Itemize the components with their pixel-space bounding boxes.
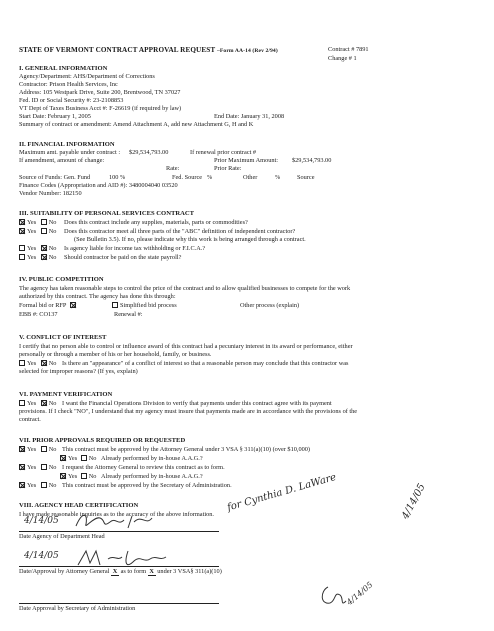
section-payment-heading: VI. PAYMENT VERIFICATION xyxy=(19,391,113,398)
formal-bid-label: Formal bid or RFP xyxy=(19,302,67,309)
conflict-question-text: Is there an "appearance" of a conflict of interest so that a reasonable person may conclude that this contractor was xyxy=(62,360,349,367)
yes-label: Yes xyxy=(27,464,37,471)
checkbox-no-review-inhouse[interactable] xyxy=(81,473,87,479)
q4-text: Should contractor be paid on the state payroll? xyxy=(64,254,182,261)
approval-q3-text: This contract must be approved by the Secretary of Administration. xyxy=(62,482,232,489)
no-label: No xyxy=(48,254,57,261)
change-number: Change # 1 xyxy=(328,55,357,62)
checkbox-simplified-bid[interactable] xyxy=(112,302,118,308)
q3-text: Is agency liable for income tax withholding or F.I.C.A.? xyxy=(64,245,206,252)
yes-label: Yes xyxy=(27,228,37,235)
no-label: No xyxy=(48,360,57,367)
q1-text: Does this contract include any supplies, materials, parts or commodities? xyxy=(64,219,248,226)
contractor-field: Contractor: Prison Health Services, Inc xyxy=(19,81,118,88)
fed-source-percent: % xyxy=(207,174,213,181)
other-source-label: Other xyxy=(243,174,258,181)
yes-label: Yes xyxy=(27,360,37,367)
conflict-question xyxy=(19,360,349,367)
checkbox-no-q4[interactable] xyxy=(41,254,47,260)
conflict-text-4: selected for improper reasons? (If yes, explain) xyxy=(19,368,138,375)
suitability-q4 xyxy=(19,254,181,261)
section-certification-heading: VIII. AGENCY HEAD CERTIFICATION xyxy=(19,502,139,509)
approval-q2-sub xyxy=(60,473,203,480)
checkbox-no-secretary[interactable] xyxy=(41,482,47,488)
checkbox-no-conflict[interactable] xyxy=(41,360,47,366)
checkbox-no-q2[interactable] xyxy=(41,228,47,234)
start-date-field: Start Date: February 1, 2005 xyxy=(19,113,91,120)
suitability-q2-note: (See Bulletin 3.5). If no, please indicate why this work is being arranged through a contract. xyxy=(74,236,306,243)
attorney-general-signature-label xyxy=(19,568,222,576)
yes-label: Yes xyxy=(27,245,37,252)
checkbox-yes-ag-review[interactable] xyxy=(19,464,25,470)
no-label: No xyxy=(48,464,57,471)
certification-text: I have made reasonable inquiries as to the accuracy of the above information. xyxy=(19,511,214,518)
fed-source-label: Fed. Source xyxy=(172,174,203,181)
section-conflict-heading: V. CONFLICT OF INTEREST xyxy=(19,334,107,341)
contract-number: Contract # 7891 xyxy=(328,46,369,53)
no-label: No xyxy=(48,400,57,407)
agency-head-date: 4/14/05 xyxy=(24,516,59,526)
competition-options xyxy=(19,302,78,309)
checkbox-yes-q1[interactable] xyxy=(19,219,25,225)
other-process-label: Other process (explain) xyxy=(240,302,300,309)
agency-head-signature-line xyxy=(19,531,219,532)
checkbox-no-ag-inhouse[interactable] xyxy=(81,455,87,461)
approval-q1-sub xyxy=(60,455,203,462)
form-reference: –Form AA-14 (Rev 2/94) xyxy=(217,48,278,54)
attorney-general-date: 4/14/05 xyxy=(24,551,59,561)
no-label: No xyxy=(48,446,57,453)
checkbox-yes-q2[interactable] xyxy=(19,228,25,234)
section-financial-heading: II. FINANCIAL INFORMATION xyxy=(19,141,115,148)
yes-label: Yes xyxy=(27,446,37,453)
amendment-label: If amendment, amount of change: xyxy=(19,157,105,164)
conflict-text-1: I certify that no person able to control or influence award of this contract had a pecuniary interest in its award or performance, either xyxy=(19,343,353,350)
ag-label-b: as to form xyxy=(120,568,147,575)
handwritten-margin-date: 4/14/05 xyxy=(400,481,428,522)
yes-label: Yes xyxy=(27,400,37,407)
checkbox-yes-ag-approval[interactable] xyxy=(19,446,25,452)
checkbox-no-ag-approval[interactable] xyxy=(41,446,47,452)
secretary-signature-line xyxy=(19,603,219,604)
form-title xyxy=(19,46,278,55)
vendor-number-field: Vendor Number: 182150 xyxy=(19,190,82,197)
agency-head-signature-label: Date Agency of Department Head xyxy=(19,533,105,540)
statute-check[interactable]: X xyxy=(149,568,154,575)
checkbox-yes-secretary[interactable] xyxy=(19,482,25,488)
vt-tax-field: VT Dept of Taxes Business Acct #: F-26619 (if required by law) xyxy=(19,105,182,112)
suitability-q3 xyxy=(19,245,205,252)
address-field: Address: 105 Westpark Drive, Suite 200, Brentwood, TN 37027 xyxy=(19,89,181,96)
handwritten-for-note: for Cynthia D. LaWare xyxy=(226,471,338,514)
simplified-bid-label: Simplified bid process xyxy=(120,302,177,309)
finance-codes-field: Finance Codes (Appropriation and AID #): 3480004040 03520 xyxy=(19,182,178,189)
conflict-text-2: personally or through a member of his or her household, family, or business. xyxy=(19,351,212,358)
max-amount-label: Maximum amt. payable under contract : xyxy=(19,149,121,156)
suitability-q1 xyxy=(19,219,248,226)
end-date-field: End Date: January 31, 2008 xyxy=(214,113,285,120)
payment-text-3: contract. xyxy=(19,416,41,423)
approval-q1-text: This contract must be approved by the Attorney General under 3 VSA § 311(a)(10) (over $10,000) xyxy=(62,446,310,453)
agency-head-signature xyxy=(72,508,192,532)
renewal-number: Renewal #: xyxy=(114,311,143,318)
funds-label: Source of Funds: Gen. Fund xyxy=(19,174,91,181)
approval-q2 xyxy=(19,464,225,471)
ag-label-c: under 3 VSA§ 311(a)(10) xyxy=(157,568,222,575)
approval-q2-text: I request the Attorney General to review this contract as to form. xyxy=(62,464,225,471)
agency-field: Agency/Department: AHS/Department of Corrections xyxy=(19,73,155,80)
checkbox-yes-q3[interactable] xyxy=(19,245,25,251)
prior-rate-label: Prior Rate: xyxy=(214,165,242,172)
yes-label: Yes xyxy=(27,482,37,489)
approval-q2-sub-text: Already performed by in-house A.A.G.? xyxy=(101,473,203,480)
no-label: No xyxy=(48,219,57,226)
approval-q1 xyxy=(19,446,310,453)
handwritten-initials-date: 4/14/05 xyxy=(345,580,375,607)
suitability-q2 xyxy=(19,228,295,235)
prior-max-value: $29,534,793.00 xyxy=(292,157,332,164)
funds-percent: 100 % xyxy=(109,174,126,181)
renewal-prior-field: If renewal prior contract # xyxy=(190,149,257,156)
checkbox-no-q3[interactable] xyxy=(41,245,47,251)
approval-q1-sub-text: Already performed by in-house A.A.G.? xyxy=(101,455,203,462)
section-competition-heading: IV. PUBLIC COMPETITION xyxy=(19,276,104,283)
source-label: Source xyxy=(297,174,315,181)
payment-question xyxy=(19,400,332,407)
no-label: No xyxy=(48,482,57,489)
section-suitability-heading: III. SUITABILITY OF PERSONAL SERVICES CONTRACT xyxy=(19,210,195,217)
checkbox-yes-conflict[interactable] xyxy=(19,360,25,366)
simplified-bid-option xyxy=(112,302,177,309)
yes-label: Yes xyxy=(27,219,37,226)
no-label: No xyxy=(48,245,57,252)
payment-text-2: provisions. If I check "NO", I understand that my agency must insure that payments made are in accordance with the provisions of the xyxy=(19,408,358,415)
q2-text: Does this contractor meet all three parts of the "ABC" definition of independent contractor? xyxy=(64,228,296,235)
yes-label: Yes xyxy=(68,473,78,480)
competition-text-2: authorized by this contract. The agency has done this through: xyxy=(19,293,176,300)
payment-question-text: I want the Financial Operations Division to verify that payments under this contract agree with its payment xyxy=(62,400,332,407)
checkbox-formal-bid[interactable] xyxy=(70,302,76,308)
checkbox-no-q1[interactable] xyxy=(41,219,47,225)
ebb-number: EBB #: CO137 xyxy=(19,311,58,318)
other-source-percent: % xyxy=(275,174,281,181)
no-label: No xyxy=(88,455,97,462)
competition-text-1: The agency has taken reasonable steps to control the price of the contract and to allow qualified businesses to compete for the work xyxy=(19,285,351,292)
secretary-signature-label: Date Approval by Secretary of Administration xyxy=(19,605,136,612)
summary-field: Summary of contract or amendment: Amend Attachment A, add new Attachment G, H and K xyxy=(19,121,254,128)
ag-label-a: Date/Approval by Attorney General xyxy=(19,568,110,575)
yes-label: Yes xyxy=(68,455,78,462)
section-approvals-heading: VII. PRIOR APPROVALS REQUIRED OR REQUESTED xyxy=(19,437,186,444)
prior-max-label: Prior Maximum Amount: xyxy=(214,157,279,164)
max-amount-value: $29,534,793.00 xyxy=(129,149,169,156)
checkbox-yes-q4[interactable] xyxy=(19,254,25,260)
no-label: No xyxy=(88,473,97,480)
section-general-heading: I. GENERAL INFORMATION xyxy=(19,65,108,72)
fed-id-field: Fed. ID or Social Security #: 23-2108853 xyxy=(19,97,124,104)
yes-label: Yes xyxy=(27,254,37,261)
rate-label: Rate: xyxy=(166,165,180,172)
no-label: No xyxy=(48,228,57,235)
as-to-form-check[interactable]: X xyxy=(112,568,118,575)
form-title-text: STATE OF VERMONT CONTRACT APPROVAL REQUEST xyxy=(19,46,216,54)
checkbox-yes-review-inhouse[interactable] xyxy=(60,473,66,479)
checkbox-no-ag-review[interactable] xyxy=(41,464,47,470)
attorney-general-signature-line xyxy=(19,566,219,567)
checkbox-yes-ag-inhouse[interactable] xyxy=(60,455,66,461)
approval-q3 xyxy=(19,482,232,489)
checkbox-yes-payment[interactable] xyxy=(19,400,25,406)
checkbox-no-payment[interactable] xyxy=(41,400,47,406)
